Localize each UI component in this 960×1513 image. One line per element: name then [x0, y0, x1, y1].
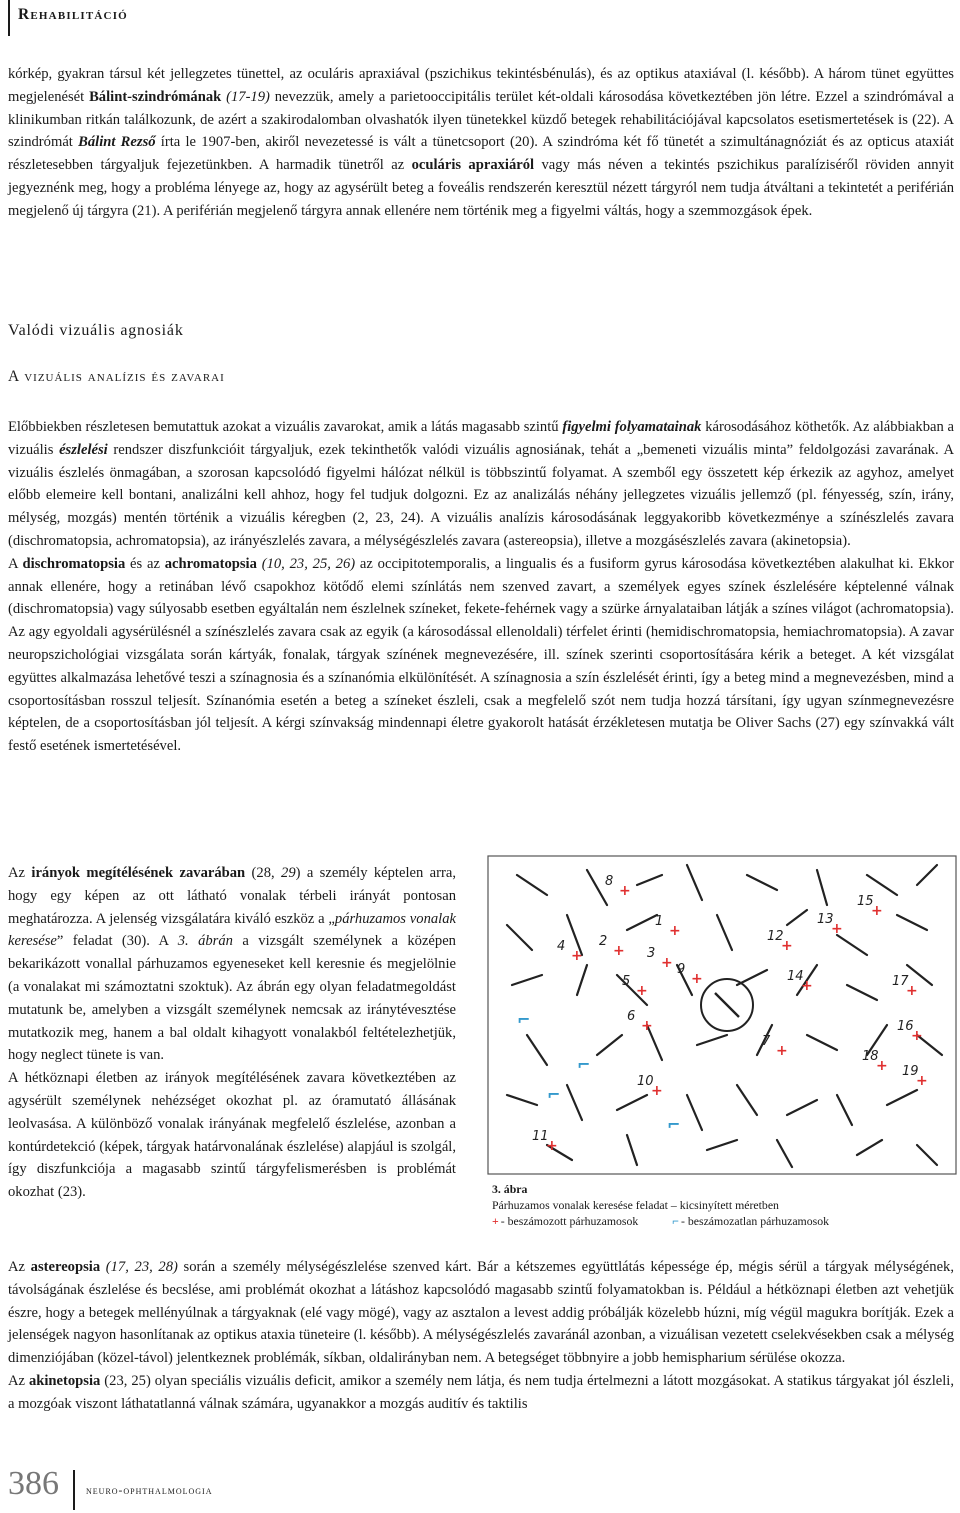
- figure-number-label: 15: [857, 894, 874, 909]
- figure-number-label: 1: [655, 914, 664, 929]
- section-title: Valódi vizuális agnosiák: [8, 322, 184, 339]
- paragraph: A dischromatopsia és az achromatopsia (10, 23, 25, 26) az occipitotemporalis, a lingualis és a fusiform gyrus károsodása következtében alakulhat ki. Ekkor annak ellenére, hogy a retinában lévő csapokhoz kötődő elemi színlátás nem szenved zavart, a személyek egyes színek észlelésére képtelenné válnak (dischromatopsia) vagy súlyosabb esetben egyáltalán nem észlelnek színeket, fekete-fehérnek vagy a szürke árnyalataiban látják a színes világot (achromatopsia). Az agy egyoldali agysérülésnél a színészlelés zavara csak az egyik (a károsodással ellenoldali) térfelet érinti (hemidischromatopsia, hemiachromatopsia). A zavar neuropszichológiai vizsgálata során kártyák, fonalak, tárgyak színének megnevezésére, ill. színek szerinti csoportosítására kérik a beteget. A két vizsgálat együttes alkalmazása lehetővé teszi a színagnosia és a színanómia elkülönítését. A színagnosia a szín észlelését érinti, így a beteg mind a megnevezésben, mind a csoportosításban rosszul teljesít. Színanómia esetén a beteg a színeket észleli, csak a megfelelő szót nem tudja hozzá társítani, így ugyan színmegnevezésre képtelen, de a csoportosításban jól teljesít. A kérgi színvakság mindennapi életre gyakorolt hatását érzékletesen mutatja be Oliver Sachs (27) egy színvakká vált festő esetének ismertetésével.: [8, 555, 954, 755]
- blue-corner-icon: ⌐: [577, 1055, 591, 1074]
- figure-number-label: 18: [862, 1049, 879, 1064]
- red-plus-icon: +: [546, 1138, 558, 1154]
- red-plus-icon: +: [492, 1214, 499, 1228]
- figure-number-label: 16: [897, 1019, 914, 1034]
- paragraph: Az irányok megítélésének zavarában (28, 29) a személy képtelen arra, hogy egy képen az ott látható vonalak térbeli irányát pontosan meghatározza. A jelenség vizsgálatára kiváló eszköz a „párhuzamos vonalak keresése” feladat (30). A 3. ábrán a vizsgált személynek a középen bekarikázott vonallal párhuzamos egyeneseket kell keresnie és megjelölnie (a vonalakat mi számoztatni szoktuk). Az ábrán egy olyan feladatmegoldást mutatunk be, amelyben a vizsgált személynek nemcsak az iránytévesztése mutatkozik meg, hanem a bal oldalt kihagyott vonalakból feltételezhetjük, hogy neglect tünete is van.: [8, 865, 456, 1064]
- figure-frame: [488, 856, 956, 1174]
- red-plus-icon: +: [669, 923, 681, 939]
- red-plus-icon: +: [641, 1018, 653, 1034]
- red-plus-icon: +: [871, 903, 883, 919]
- blue-corner-icon: ⌐: [672, 1214, 679, 1228]
- figure-number-label: 19: [902, 1064, 919, 1079]
- figure-3-parallel-lines: [487, 855, 957, 1175]
- red-plus-icon: +: [906, 983, 918, 999]
- intro-paragraph: kórkép, gyakran társul két jellegzetes tünettel, az oculáris apraxiával (pszichikus tekintésbénulás), és az optikus ataxiával (l. később). A három tünet együttes megjelenését Bálint-szindrómának (17-19) nevezzük, amely a parietooccipitális terület két-oldali károsodása következtében jön létre. Ezzel a szindrómával a klinikumban ritkán találkozunk, de azért a szakirodalomban olvashatók ilyen tünetekkel küzdő betegek rehabilitációjával kapcsolatos esetismertetések is (22). A szindrómát Bálint Rezső írta le 1907-ben, akiről nevezetessé is vált a tünetcsoport (20). A szindróma két fő tünetét a szimultánagnóziát és az opticus ataxiát részletesebben tárgyaljuk fejezetünkben. A harmadik tünetről az oculáris apraxiáról vagy más néven a tekintés pszichikus paralíziséről röviden annyit jegyeznénk meg, hogy a probléma lényege az, hogy az agysérült beteg a foveális rendszerén keresztül nézett tárgyról nem tudja átváltani a tekintetét a periférián megjelenő új tárgyra (21). A periférián megjelenő tárgyra annak ellenére nem történik meg a figyelmi váltás, hogy a szemmozgások épek.: [8, 66, 955, 219]
- red-plus-icon: +: [776, 1043, 788, 1059]
- red-plus-icon: +: [831, 921, 843, 937]
- red-plus-icon: +: [613, 943, 625, 959]
- section-label: Rehabilitáció: [18, 6, 128, 23]
- red-plus-icon: +: [916, 1073, 928, 1089]
- red-plus-icon: +: [691, 971, 703, 987]
- figure-number-label: 10: [637, 1074, 654, 1089]
- paragraph: Előbbiekben részletesen bemutattuk azokat a vizuális zavarokat, amik a látás magasabb szintű figyelmi folyamatainak károsodásához köthetők. Az alábbiakban a vizuális észlelési rendszer diszfunkcióit tárgyaljuk, ezek tekinthetők valódi vizuális agnosiának, tehát a „bemeneti vizuális minta” feldolgozási zavarának. A vizuális észlelés önmagában, a szorosan kapcsolódó figyelmi hálózat nélkül is többszintű folyamat. A szemből egy összetett kép érkezik az agyhoz, amelyet előbb elemeire kell bontani, analizálni kell ahhoz, hogy fel tudjuk dolgozni. Ez az analizálás néhány jellegzetes vizuális jellemző (pl. fényesség, szín, irány, mélység, mozgás) mentén történik a vizuális kéregben (2, 23, 24). A vizuális analízis károsodásának leggyakoribb következménye a színészlelés zavara (dischromatopsia, achromatopsia), az irányészlelés zavara, a mélységészlelés zavara (astereopsia), illetve a mozgásészlelés zavara (akinetopsia).: [8, 419, 955, 549]
- red-plus-icon: +: [781, 938, 793, 954]
- red-plus-icon: +: [661, 955, 673, 971]
- figure-legend: + - beszámozott párhuzamosok ⌐ - beszámozatlan párhuzamosok: [492, 1214, 830, 1228]
- figure-caption: [492, 1181, 957, 1229]
- figure-number-label: 6: [627, 1009, 636, 1024]
- paragraph: Az akinetopsia (23, 25) olyan speciális vizuális deficit, amikor a személy nem látja, és nem tudja értelmezni a látott mozgásokat. A statikus tárgyakat jól észleli, a mozgóak viszont láthatatlanná válnak számára, ugyanakkor a mozgás auditív és taktilis: [8, 1372, 954, 1412]
- paragraph: Az astereopsia (17, 23, 28) során a személy mélységészlelése szenved kárt. Bár a kétszemes együttlátás képessége ép, mégis sérül a tárgyak mélységének, távolságának észlelése és becslése, ami problémát okozhat a látáshoz kapcsolódó magasabb szintű folyamatokban is. Például a hétköznapi életben azt vehetjük észre, hogy a betegek mellényúlnak a tárgyaknak (elé vagy mögé), vagy az asztalon a levest addig próbálják közelebb húzni, míg végül magukra borítják. Ezek a jelenségek nagyon hasonlítanak az optikus ataxia tüneteire (l. később). A mélységészlelés zavaránál azonban, a vizuálisan vezetett cselekvésekben csak a mélység dimenziójában (közel-távol) jelentkeznek problémák, síkban, oldalirányban nem. A betegséget többnyire a jobb hemispharium sérülése okozza.: [8, 1259, 954, 1367]
- figure-number-label: 17: [892, 974, 909, 989]
- subsection-title: A vizuális analízis és zavarai: [8, 368, 225, 385]
- red-plus-icon: +: [911, 1028, 923, 1044]
- closing-paragraphs: [8, 1256, 954, 1416]
- figure-number-label: 9: [677, 962, 686, 977]
- figure-number-label: 14: [787, 969, 804, 984]
- figure-number-label: 2: [599, 934, 608, 949]
- figure-number-label: 3: [647, 946, 656, 961]
- figure-number-label: 11: [532, 1129, 549, 1144]
- parallel-lines-image: [487, 855, 957, 1175]
- figure-number-label: 7: [762, 1034, 771, 1049]
- figure-number-label: 13: [817, 912, 834, 927]
- red-plus-icon: +: [876, 1058, 888, 1074]
- wrapped-paragraphs: [8, 862, 456, 1204]
- figure-title: Párhuzamos vonalak keresése feladat – kicsinyített méretben: [492, 1198, 779, 1212]
- figure-number-label: 8: [605, 874, 614, 889]
- red-plus-icon: +: [636, 983, 648, 999]
- red-plus-icon: +: [801, 978, 813, 994]
- page-number: 386: [8, 1465, 59, 1502]
- red-plus-icon: +: [651, 1083, 663, 1099]
- blue-corner-icon: ⌐: [517, 1010, 531, 1029]
- figure-number-label: 5: [622, 974, 631, 989]
- running-header: [8, 0, 310, 36]
- figure-number: 3. ábra: [492, 1182, 528, 1196]
- red-plus-icon: +: [619, 883, 631, 899]
- footer-divider: [73, 1470, 75, 1510]
- blue-corner-icon: ⌐: [547, 1085, 561, 1104]
- blue-corner-icon: ⌐: [667, 1115, 681, 1134]
- paragraph: A hétköznapi életben az irányok megítélésének zavara következtében az agysérült személynek nehézséget okozhat pl. az óramutató állásának leolvasása. A különböző vonalak irányának megfelelő észlelése, azonban a kontúrdetekció (képek, tárgyak határvonalának észlelése) alapjául is szolgál, így diszfunkciója a magasabb szintű tárgyfelismerésben is problémát okozhat (23).: [8, 1070, 456, 1201]
- red-plus-icon: +: [571, 948, 583, 964]
- figure-number-label: 4: [557, 939, 566, 954]
- journal-name: neuro-ophthalmologia: [86, 1485, 213, 1497]
- figure-number-label: 12: [767, 929, 784, 944]
- analysis-paragraphs: [8, 416, 954, 758]
